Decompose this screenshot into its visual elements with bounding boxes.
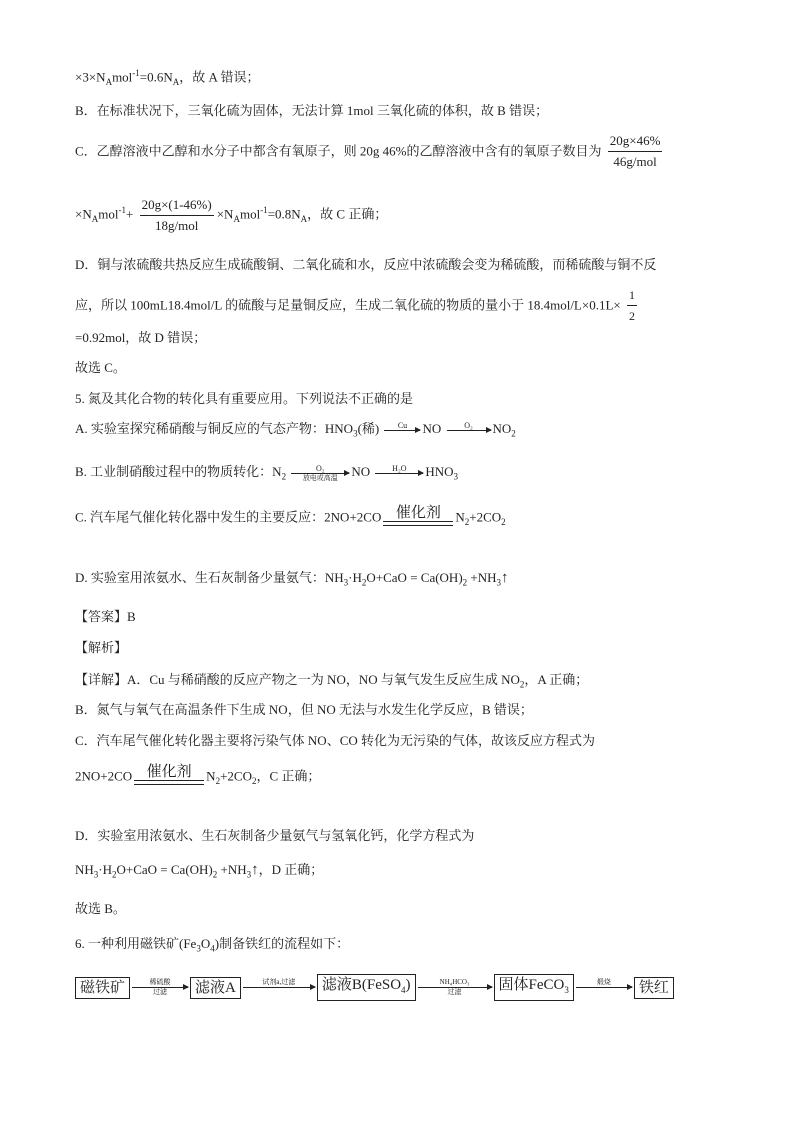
- subscript: 3: [564, 985, 569, 995]
- subscript: 2: [501, 517, 506, 527]
- process-flow: [75, 974, 674, 1001]
- text: 应，所以 100mL18.4mol/L 的硫酸与足量铜反应，生成二氧化硫的物质的量小于 18.4mol/L×0.1L×: [75, 297, 621, 313]
- numerator: 20g×46%: [608, 132, 663, 152]
- detail-line-5: D．实验室用浓氨水、生石灰制备少量氨气与氢氧化钙，化学方程式为: [75, 828, 475, 843]
- subscript: 2: [251, 776, 257, 786]
- text: O+CaO = Ca(OH): [116, 862, 213, 877]
- subscript: 2: [281, 471, 287, 482]
- subscript: 3: [343, 577, 349, 588]
- arrow-label: O₂: [464, 420, 473, 430]
- arrow-label: 试剂a,过滤: [262, 978, 296, 986]
- text-line-6: [75, 286, 640, 325]
- text: O: [200, 936, 211, 951]
- text: )制备铁红的流程如下：: [214, 936, 350, 951]
- arrow-shaft: [576, 987, 632, 988]
- subscript: 3: [496, 577, 502, 588]
- subscript: 2: [215, 776, 221, 786]
- text: +: [125, 206, 134, 222]
- detail-line-1: [75, 671, 588, 694]
- flow-box-magnetite: 磁铁矿: [75, 977, 130, 999]
- detail-line-2: B．氮气与氧气在高温条件下生成 NO，但 NO 无法与水发生化学反应，B 错误；: [75, 702, 533, 717]
- subscript: A: [233, 214, 240, 225]
- reaction-arrow: [384, 421, 420, 440]
- arrow-label: NH₄HCO₃: [439, 978, 470, 986]
- text: ·H: [348, 570, 362, 585]
- question-6-stem: [75, 935, 349, 958]
- text-line-4: [75, 196, 387, 235]
- denominator: 46g/mol: [613, 154, 657, 169]
- up-arrow: ↑: [251, 862, 259, 878]
- arrow-shaft: [418, 987, 492, 988]
- text: A. 实验室探究稀硝酸与铜反应的气态产物：HNO: [75, 421, 354, 436]
- subscript: 3: [453, 471, 459, 482]
- reaction-arrow: [291, 464, 349, 483]
- text: ，故 C 正确；: [307, 206, 388, 222]
- text: +NH: [217, 862, 247, 877]
- option-c: [75, 503, 506, 531]
- text: ×N: [216, 206, 234, 222]
- reaction-arrow: [375, 464, 423, 483]
- subscript: 3: [196, 943, 201, 954]
- flow-box-filtrate-a: 滤液A: [190, 977, 241, 999]
- analysis-label: 【解析】: [75, 640, 128, 655]
- text: =0.8N: [267, 206, 301, 222]
- subscript: 2: [464, 517, 470, 527]
- subscript: 3: [93, 869, 99, 880]
- detail-line-3: C．汽车尾气催化转化器主要将污染气体 NO、CO 转化为无污染的气体，故该反应方程式为: [75, 733, 596, 748]
- text: N: [206, 768, 216, 784]
- subscript: A: [105, 76, 113, 87]
- arrow-shaft: [243, 987, 315, 988]
- option-a: [75, 420, 516, 443]
- subscript: A: [300, 214, 308, 225]
- detail-line-6: [75, 861, 323, 884]
- flow-box-feco3: [494, 974, 574, 1001]
- subscript: 4: [401, 985, 406, 995]
- flow-arrow-2: [243, 978, 315, 997]
- text: D. 实验室用浓氨水、生石灰制备少量氨气：NH: [75, 570, 344, 585]
- text: NH: [75, 862, 94, 877]
- text-line-8: 故选 C。: [75, 360, 126, 375]
- text: N: [455, 509, 465, 525]
- text: (稀): [357, 421, 380, 436]
- text-line-3: [75, 132, 665, 171]
- catalyst-equals: [134, 762, 204, 790]
- flow-box-filtrate-b: [317, 974, 416, 1001]
- subscript: 2: [511, 428, 516, 439]
- subscript: 3: [246, 869, 252, 880]
- fraction: [608, 132, 663, 171]
- text: 2NO+2CO: [75, 768, 133, 784]
- fraction: [627, 286, 637, 325]
- arrow-label: O₂: [316, 463, 325, 473]
- detail-line-4: [75, 762, 320, 790]
- superscript: -1: [260, 205, 268, 216]
- text: NO: [422, 421, 442, 436]
- question-5-stem: 5. 氮及其化合物的转化具有重要应用。下列说法不正确的是: [75, 391, 414, 406]
- text: mol: [112, 69, 133, 85]
- catalyst-equals: [383, 503, 453, 531]
- up-arrow: ↑: [501, 570, 509, 586]
- detail-line-7: 故选 B。: [75, 901, 126, 916]
- numerator: 20g×(1-46%): [140, 196, 214, 216]
- denominator: 18g/mol: [154, 218, 199, 233]
- text: C．乙醇溶液中乙醇和水分子中都含有氧原子，则 20g 46%的乙醇溶液中含有的氧原子数目为: [75, 143, 602, 159]
- text-line-7: =0.92mol，故 D 错误；: [75, 330, 207, 345]
- text-line-5: D．铜与浓硫酸共热反应生成硫酸铜、二氧化硫和水，反应中浓硫酸会变为稀硫酸，而稀硫酸与铜不反: [75, 257, 657, 272]
- flow-arrow-4: [576, 978, 632, 997]
- text: NO: [492, 421, 512, 436]
- subscript: 2: [112, 869, 117, 880]
- arrow-label: 煅烧: [596, 978, 611, 986]
- arrow-condition: 过滤: [153, 988, 168, 996]
- arrow-label: H₂O: [392, 463, 407, 473]
- arrow-shaft: [447, 430, 491, 431]
- text: +NH: [467, 570, 497, 585]
- flow-box-iron-red: 铁红: [634, 977, 674, 999]
- subscript: 4: [210, 943, 215, 954]
- text: O+CaO = Ca(OH): [366, 570, 463, 585]
- answer-label: 【答案】B: [75, 609, 136, 624]
- text: ): [405, 977, 411, 993]
- double-line: [383, 521, 453, 526]
- text: ×N: [75, 206, 92, 222]
- text: mol: [239, 206, 261, 222]
- arrow-shaft: [375, 473, 423, 474]
- subscript: 2: [212, 869, 218, 880]
- subscript: 2: [519, 679, 525, 690]
- catalyst-label: 催化剂: [146, 762, 192, 780]
- double-line: [134, 780, 204, 785]
- numerator: 1: [627, 286, 637, 306]
- text: +2CO: [469, 509, 502, 525]
- arrow-shaft: [132, 987, 188, 988]
- text: ，D 正确；: [258, 862, 324, 877]
- text: mol: [98, 206, 119, 222]
- arrow-condition: 放电或高温: [302, 473, 338, 482]
- flow-arrow-3: [418, 978, 492, 997]
- text: ·H: [98, 862, 112, 877]
- arrow-shaft: [384, 430, 420, 431]
- superscript: -1: [118, 205, 126, 216]
- arrow-shaft: [291, 473, 349, 474]
- catalyst-label: 催化剂: [395, 503, 441, 521]
- text: ，C 正确；: [256, 768, 321, 784]
- text: 【详解】A．Cu 与稀硝酸的反应产物之一为 NO，NO 与氧气发生反应生成 NO: [75, 672, 520, 687]
- option-b: [75, 463, 458, 486]
- subscript: A: [172, 76, 180, 87]
- arrow-condition: 过滤: [447, 988, 462, 996]
- subscript: A: [91, 214, 99, 225]
- arrow-label: Cu: [397, 420, 408, 430]
- denominator: 2: [628, 309, 635, 323]
- text: 6. 一种利用磁铁矿(Fe: [75, 936, 197, 951]
- text: B. 工业制硝酸过程中的物质转化：N: [75, 464, 282, 479]
- text: +2CO: [220, 768, 252, 784]
- subscript: 3: [353, 428, 358, 439]
- fraction: [140, 196, 214, 235]
- text-line-1: [75, 64, 259, 91]
- text: =0.6N: [139, 69, 173, 85]
- text: NO: [351, 464, 371, 479]
- text: ，A 正确；: [524, 672, 589, 687]
- option-d: [75, 569, 509, 592]
- text: ，故 A 错误；: [179, 69, 260, 85]
- text: 固体FeCO: [498, 977, 565, 993]
- reaction-arrow: [447, 421, 491, 440]
- text: HNO: [425, 464, 454, 479]
- text: C. 汽车尾气催化转化器中发生的主要反应：2NO+2CO: [75, 509, 382, 525]
- text-line-2: B．在标准状况下，三氧化硫为固体，无法计算 1mol 三氧化硫的体积，故 B 错误；: [75, 103, 549, 118]
- flow-arrow-1: [132, 978, 188, 997]
- text: ×3×N: [75, 69, 106, 85]
- subscript: 2: [462, 577, 468, 588]
- text: 滤液B(FeSO: [321, 977, 402, 993]
- superscript: -1: [132, 68, 140, 78]
- arrow-label: 稀硫酸: [149, 978, 171, 986]
- subscript: 2: [361, 577, 367, 588]
